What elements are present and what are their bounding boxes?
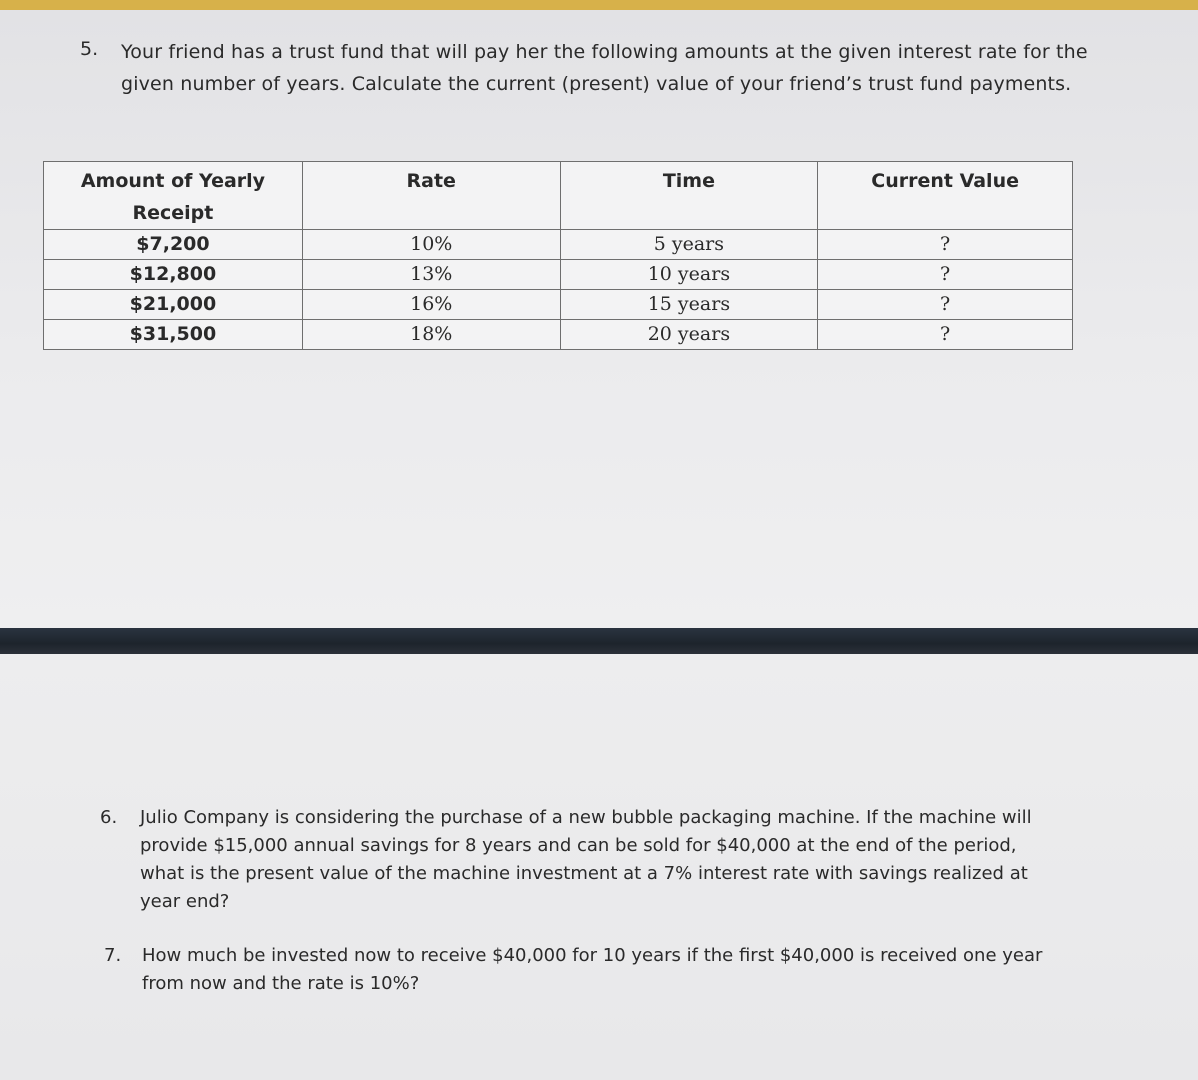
question-5-number: 5. xyxy=(80,38,99,60)
cell-current-value: ? xyxy=(818,290,1073,320)
question-7-number: 7. xyxy=(104,945,122,966)
cell-time: 20 years xyxy=(560,320,818,350)
table-row xyxy=(44,290,1073,320)
table-row xyxy=(44,260,1073,290)
question-7 xyxy=(104,942,1064,998)
cell-amount: $31,500 xyxy=(44,320,303,350)
question-7-text: How much be invested now to receive $40,000 for 10 years if the first $40,000 is received one year from now and the rate is 10%? xyxy=(142,945,1043,994)
header-rate: Rate xyxy=(302,162,560,230)
present-value-table xyxy=(43,161,1073,350)
cell-time: 5 years xyxy=(560,230,818,260)
cell-amount: $7,200 xyxy=(44,230,303,260)
cell-rate: 18% xyxy=(302,320,560,350)
cell-time: 15 years xyxy=(560,290,818,320)
cell-amount: $12,800 xyxy=(44,260,303,290)
cell-amount: $21,000 xyxy=(44,290,303,320)
question-5-text: Your friend has a trust fund that will pay her the following amounts at the given interest rate for the given number of years. Calculate the current (present) value of your friend’s trust fund payments. xyxy=(121,41,1088,95)
question-6 xyxy=(100,804,1060,916)
header-amount: Amount of Yearly Receipt xyxy=(44,162,303,230)
cell-time: 10 years xyxy=(560,260,818,290)
question-6-number: 6. xyxy=(100,807,118,828)
cell-current-value: ? xyxy=(818,260,1073,290)
question-6-text: Julio Company is considering the purchase of a new bubble packaging machine. If the machine will provide $15,000 annual savings for 8 years and can be sold for $40,000 at the end of the period, what is the present value of the machine investment at a 7% interest rate with savings realized at year end? xyxy=(140,807,1032,912)
header-current-value: Current Value xyxy=(818,162,1073,230)
table-row xyxy=(44,230,1073,260)
page-divider-band xyxy=(0,628,1198,654)
top-accent-bar xyxy=(0,0,1198,10)
cell-current-value: ? xyxy=(818,320,1073,350)
table-header-row xyxy=(44,162,1073,230)
cell-rate: 16% xyxy=(302,290,560,320)
cell-rate: 10% xyxy=(302,230,560,260)
table-row xyxy=(44,320,1073,350)
cell-current-value: ? xyxy=(818,230,1073,260)
cell-rate: 13% xyxy=(302,260,560,290)
header-time: Time xyxy=(560,162,818,230)
